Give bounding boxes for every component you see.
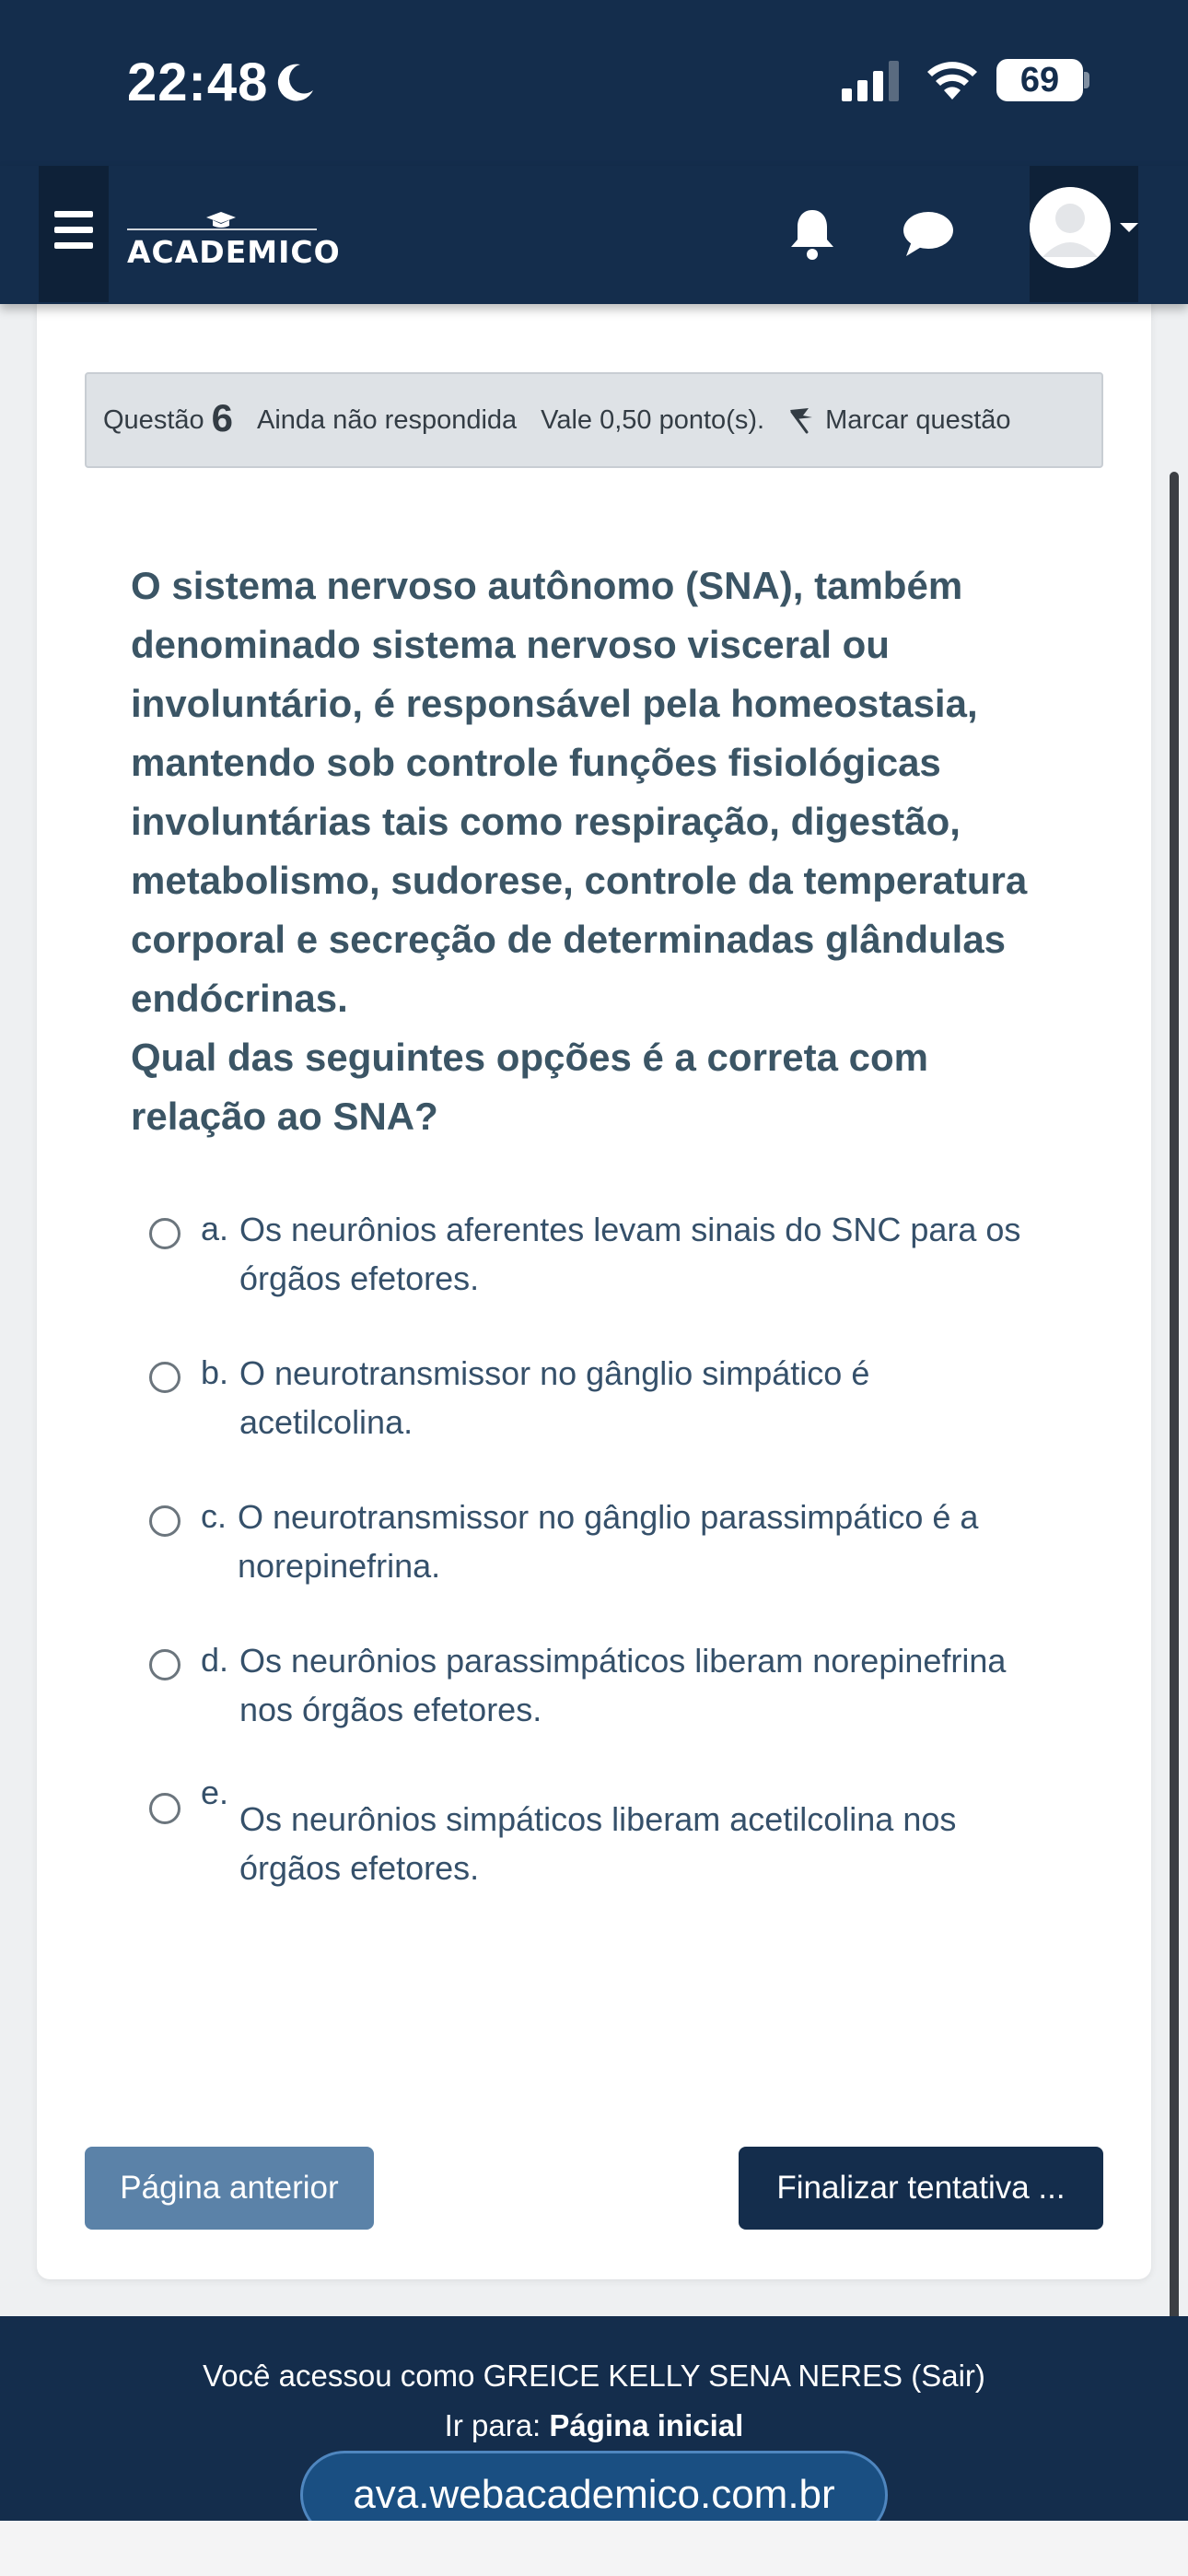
user-menu-button[interactable] <box>1030 166 1138 302</box>
logged-in-text: Você acessou como GREICE KELLY SENA NERES ( <box>203 2359 922 2393</box>
logged-in-suffix: ) <box>974 2359 985 2393</box>
battery-tip <box>1084 72 1089 88</box>
menu-button[interactable] <box>39 166 109 302</box>
radio-button[interactable] <box>149 1649 181 1680</box>
question-grade: Vale 0,50 ponto(s). <box>541 404 765 435</box>
answer-text: Os neurônios simpáticos liberam acetilcolina nos órgãos efetores. <box>239 1800 957 1887</box>
status-bar <box>0 0 1188 166</box>
logo-divider <box>127 228 317 230</box>
home-page-link[interactable]: Página inicial <box>549 2408 744 2442</box>
question-prompt: Qual das seguintes opções é a correta com relação ao SNA? <box>131 1036 928 1138</box>
answer-text: O neurotransmissor no gânglio simpático é acetilcolina. <box>239 1354 870 1441</box>
clock: 22:48 <box>127 53 269 112</box>
menu-icon-bar-top <box>54 211 93 217</box>
menu-icon-bar-bottom <box>54 242 93 249</box>
answer-text: Os neurônios parassimpáticos liberam norepinefrina nos órgãos efetores. <box>239 1642 1007 1728</box>
notification-bell-icon[interactable] <box>786 206 838 262</box>
question-info-box <box>85 372 1103 468</box>
wifi-icon <box>925 57 980 101</box>
radio-button[interactable] <box>149 1218 181 1249</box>
radio-button[interactable] <box>149 1362 181 1393</box>
answer-letter: e. <box>201 1774 229 1811</box>
answer-text: O neurotransmissor no gânglio parassimpático é a norepinefrina. <box>238 1498 979 1585</box>
chevron-down-icon <box>1120 223 1138 232</box>
top-navbar <box>0 166 1188 304</box>
menu-icon-bar-middle <box>54 227 93 233</box>
answer-letter: a. <box>201 1210 229 1247</box>
go-to-info <box>0 2408 1188 2443</box>
question-state: Ainda não respondida <box>257 404 518 435</box>
radio-button[interactable] <box>149 1505 181 1537</box>
finish-attempt-button[interactable]: Finalizar tentativa ... <box>739 2147 1103 2230</box>
message-bubble-icon[interactable] <box>901 208 956 260</box>
flag-question-label: Marcar questão <box>825 404 1011 435</box>
question-label: Questão <box>103 404 204 435</box>
logo-text: ACADEMICO <box>127 234 341 270</box>
radio-button[interactable] <box>149 1793 181 1824</box>
logged-in-info <box>0 2359 1188 2394</box>
bottom-strip <box>0 2521 1188 2576</box>
avatar <box>1030 187 1111 268</box>
question-paragraph: O sistema nervoso autônomo (SNA), também denominado sistema nervoso visceral ou involuntário, é responsável pela homeostasia, mantendo sob controle funções fisiológicas involuntárias tais como respiração, digestão, metabolismo, sudorese, controle da temperatura corporal e secreção de determinadas glândulas endócrinas. <box>131 564 1028 1020</box>
scrollbar[interactable] <box>1170 472 1179 2342</box>
battery-indicator: 69 <box>996 59 1083 101</box>
answer-letter: b. <box>201 1353 229 1391</box>
graduation-cap-icon <box>204 210 238 228</box>
question-number: 6 <box>211 396 233 439</box>
moon-icon <box>273 59 319 105</box>
answer-option-d[interactable] <box>146 1636 1076 1747</box>
previous-page-button[interactable]: Página anterior <box>85 2147 374 2230</box>
default-user-icon <box>1030 187 1111 268</box>
flag-question-link[interactable] <box>786 404 1011 436</box>
answer-letter: d. <box>201 1641 229 1679</box>
flag-icon <box>786 404 818 436</box>
go-to-label: Ir para: <box>444 2408 542 2442</box>
logout-link[interactable]: Sair <box>921 2359 975 2393</box>
answer-letter: c. <box>201 1497 227 1535</box>
browser-url-bar[interactable]: ava.webacademico.com.br <box>300 2451 888 2539</box>
question-text <box>131 556 1061 1146</box>
cellular-signal-icon <box>840 61 904 101</box>
answer-option-a[interactable] <box>146 1205 1076 1316</box>
answer-option-b[interactable] <box>146 1349 1076 1459</box>
academico-logo[interactable] <box>127 210 341 271</box>
answer-option-e[interactable] <box>146 1774 1076 1891</box>
answer-option-c[interactable] <box>146 1493 1076 1603</box>
answer-text: Os neurônios aferentes levam sinais do SNC para os órgãos efetores. <box>239 1211 1021 1297</box>
